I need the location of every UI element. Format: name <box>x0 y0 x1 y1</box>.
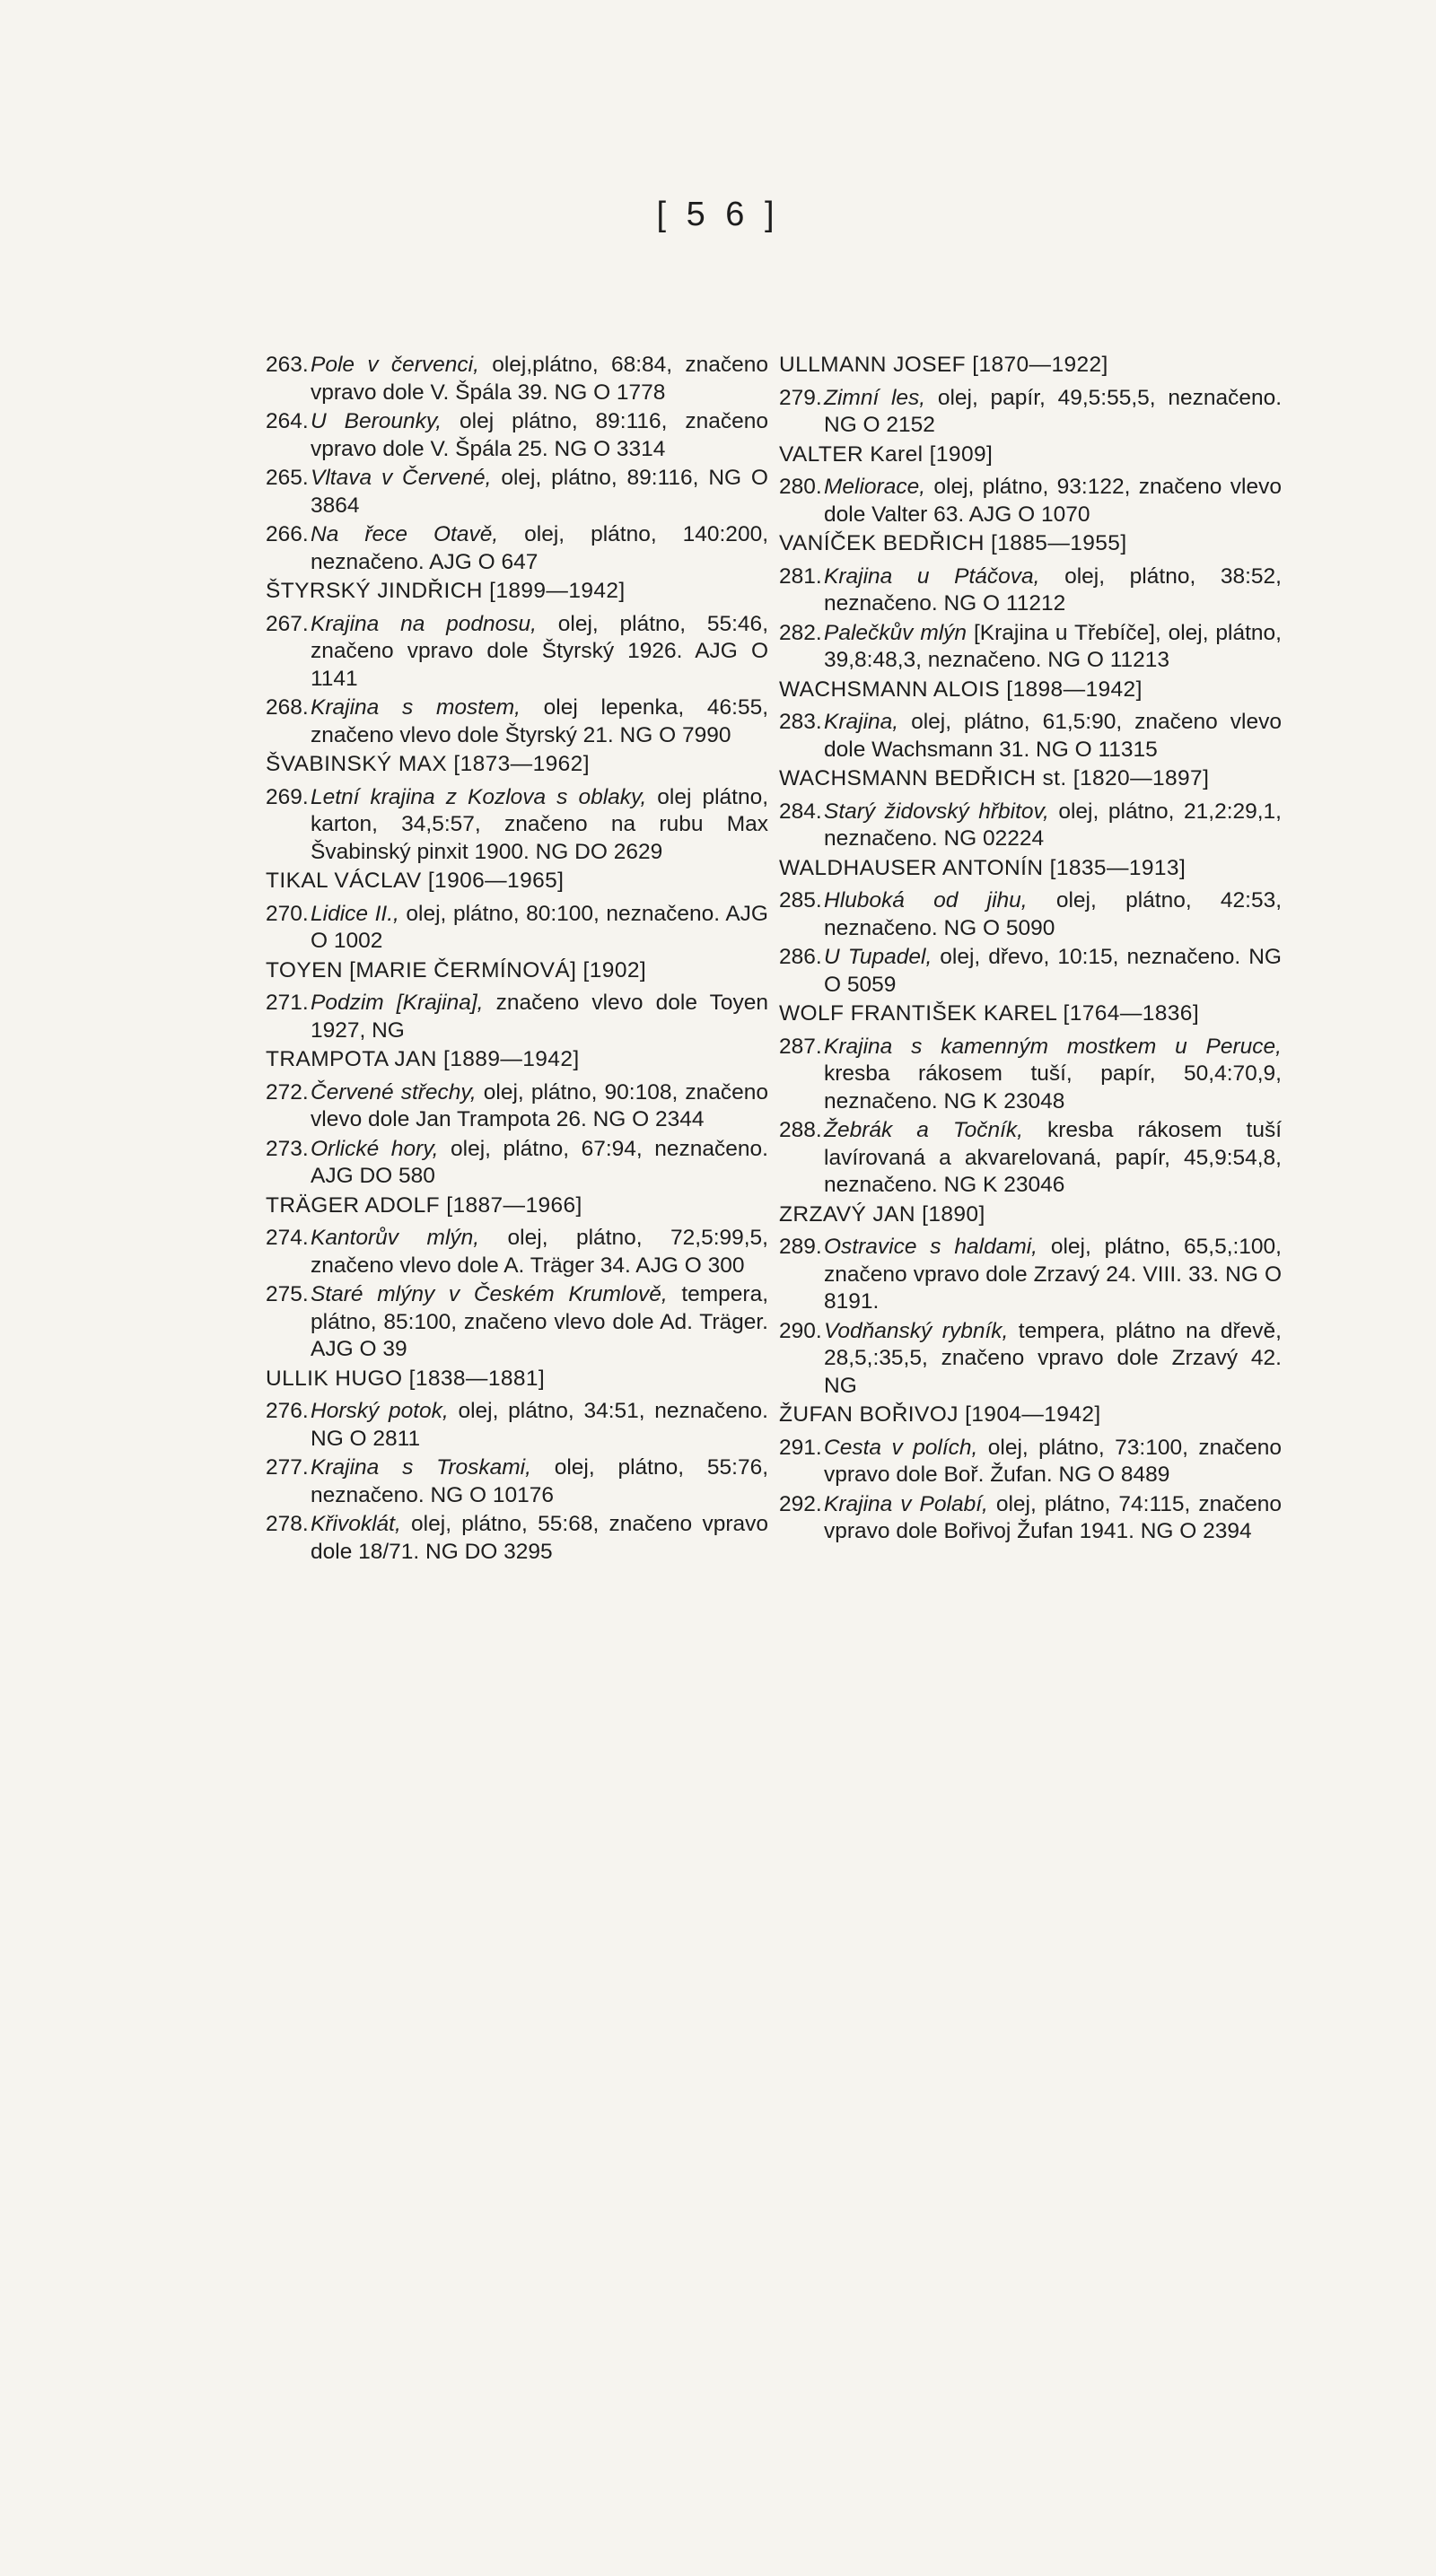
right-column <box>779 352 1282 1548</box>
artist-heading: WACHSMANN ALOIS [1898—1942] <box>779 677 1143 702</box>
artist-heading: WACHSMANN BEDŘICH st. [1820—1897] <box>779 766 1210 790</box>
artwork-title: Pole v červenci, <box>311 353 479 377</box>
entry-number: 265. <box>266 466 309 490</box>
artwork-details: olej,plátno, 68:84, značeno vpravo dole V. Špála 39. NG O 1778 <box>311 353 769 405</box>
entry-body <box>824 1318 1282 1401</box>
entry-body <box>311 521 768 576</box>
artwork-title: Horský potok, <box>311 1399 449 1423</box>
artwork-title: Letní krajina z Kozlova s oblaky, <box>311 784 647 809</box>
entry-number: 278. <box>266 1512 309 1536</box>
artist-group <box>266 1366 768 1567</box>
artwork-details: olej plátno, karton, 34,5:57, značeno na rubu Max Švabinský pinxit 1900. NG DO 2629 <box>311 784 769 864</box>
entry-body <box>311 465 768 520</box>
entry-number: 263. <box>266 353 309 377</box>
entry-number: 266. <box>266 522 309 546</box>
entry-number: 274. <box>266 1226 309 1250</box>
artwork-details: značeno vlevo dole Toyen 1927, NG <box>311 991 769 1043</box>
entry-body <box>824 474 1282 528</box>
entry-number: 292. <box>779 1491 822 1516</box>
catalog-entry <box>266 465 768 520</box>
artwork-details: olej, plátno, 89:116, NG O 3864 <box>311 466 768 518</box>
artwork-title: Žebrák a Točník, <box>824 1118 1023 1142</box>
artwork-title: Vltava v Červené, <box>311 466 492 490</box>
entry-number: 277. <box>266 1455 309 1480</box>
artist-heading: TOYEN [MARIE ČERMÍNOVÁ] [1902] <box>266 957 647 982</box>
entry-number: 267. <box>266 611 309 636</box>
entry-body <box>311 1136 768 1191</box>
artwork-details: olej, plátno, 74:115, značeno vpravo dole Bořivoj Žufan 1941. NG O 2394 <box>824 1491 1282 1543</box>
entry-number: 283. <box>779 710 822 734</box>
artwork-details: olej plátno, 89:116, značeno vpravo dole V. Špála 25. NG O 3314 <box>311 409 768 461</box>
artwork-details: [Krajina u Třebíče], olej, plátno, 39,8:48,3, neznačeno. NG O 11213 <box>824 620 1282 672</box>
artist-heading: ULLIK HUGO [1838—1881] <box>266 1366 546 1391</box>
entry-body <box>311 901 768 956</box>
catalog-entry <box>779 944 1282 999</box>
artist-group <box>266 578 768 749</box>
catalog-entry <box>266 1225 768 1279</box>
entry-body <box>824 887 1282 942</box>
artwork-details: tempera, plátno, 85:100, značeno vlevo dole Ad. Träger. AJG O 39 <box>311 1282 769 1361</box>
artist-heading: ULLMANN JOSEF [1870—1922] <box>779 353 1108 377</box>
entry-body <box>311 1454 768 1509</box>
artist-heading: ŠVABINSKÝ MAX [1873—1962] <box>266 752 590 776</box>
entry-number: 290. <box>779 1318 822 1343</box>
artwork-title: Meliorace, <box>824 475 926 499</box>
artist-heading: WOLF FRANTIŠEK KAREL [1764—1836] <box>779 1001 1200 1026</box>
catalog-entry <box>779 799 1282 853</box>
artist-group <box>266 957 768 1045</box>
entry-body <box>824 563 1282 618</box>
artwork-title: U Berounky, <box>311 409 442 433</box>
artwork-details: olej, plátno, 67:94, neznačeno. AJG DO 580 <box>311 1136 768 1188</box>
entry-number: 286. <box>779 945 822 969</box>
artwork-title: Krajina na podnosu, <box>311 611 537 636</box>
catalog-entry <box>266 901 768 956</box>
artwork-title: Krajina, <box>824 710 899 734</box>
catalog-entry <box>266 611 768 694</box>
artwork-title: Lidice II., <box>311 901 399 926</box>
catalog-entry <box>779 1435 1282 1489</box>
catalog-entry <box>779 620 1282 675</box>
catalog-entry <box>266 1454 768 1509</box>
catalog-entry <box>266 352 768 406</box>
artwork-title: U Tupadel, <box>824 945 933 969</box>
entry-number: 282. <box>779 620 822 645</box>
artwork-details: olej, plátno, 93:122, značeno vlevo dole Valter 63. AJG O 1070 <box>824 475 1282 527</box>
entry-body <box>311 1079 768 1134</box>
artist-group <box>779 855 1282 1000</box>
catalog-entry <box>266 1398 768 1453</box>
artwork-title: Krajina s kamenným mostkem u Peruce, <box>824 1034 1282 1059</box>
artist-group <box>779 765 1282 853</box>
entry-number: 280. <box>779 475 822 499</box>
artwork-details: olej, plátno, 55:76, neznačeno. NG O 10176 <box>311 1455 768 1507</box>
catalog-entry <box>779 1491 1282 1546</box>
entry-number: 281. <box>779 563 822 589</box>
catalog-entry <box>779 1234 1282 1316</box>
artist-heading: VALTER Karel [1909] <box>779 441 994 467</box>
entry-body <box>824 709 1282 764</box>
catalog-entry <box>266 1136 768 1191</box>
page-number: [ 5 6 ] <box>656 196 780 233</box>
entry-number: 273. <box>266 1136 309 1161</box>
entry-body <box>824 1234 1282 1316</box>
catalog-entry <box>779 1318 1282 1401</box>
entry-number: 288. <box>779 1118 822 1142</box>
entry-number: 284. <box>779 799 822 824</box>
artwork-details: tempera, plátno na dřevě, 28,5,:35,5, značeno vpravo dole Zrzavý 42. NG <box>824 1318 1282 1398</box>
artwork-title: Křivoklát, <box>311 1512 401 1536</box>
catalog-entry <box>779 887 1282 942</box>
entry-body <box>311 408 768 463</box>
entry-body <box>311 1398 768 1453</box>
artist-heading: ŠTYRSKÝ JINDŘICH [1899—1942] <box>266 579 626 603</box>
catalog-entry <box>266 521 768 576</box>
artist-heading: TIKAL VÁCLAV [1906—1965] <box>266 869 565 893</box>
entry-body <box>824 1117 1282 1200</box>
artist-heading: WALDHAUSER ANTONÍN [1835—1913] <box>779 855 1186 880</box>
artist-group <box>779 677 1282 764</box>
artwork-details: olej, papír, 49,5:55,5, neznačeno. NG O 2152 <box>824 385 1283 437</box>
entry-body <box>311 1281 768 1364</box>
catalog-entry <box>266 408 768 463</box>
artwork-title: Podzim [Krajina], <box>311 991 484 1015</box>
artwork-title: Vodňanský rybník, <box>824 1318 1009 1343</box>
entry-number: 287. <box>779 1034 822 1059</box>
entry-body <box>311 694 768 749</box>
artwork-title: Staré mlýny v Českém Krumlově, <box>311 1282 668 1306</box>
artwork-title: Orlické hory, <box>311 1136 439 1161</box>
artwork-title: Kantorův mlýn, <box>311 1226 480 1250</box>
entry-body <box>311 1225 768 1279</box>
catalog-entry <box>779 474 1282 528</box>
left-column <box>266 352 768 1567</box>
artwork-title: Krajina s mostem, <box>311 695 521 720</box>
artwork-title: Ostravice s haldami, <box>824 1235 1038 1259</box>
entry-number: 264. <box>266 409 309 433</box>
artwork-details: olej, plátno, 140:200, neznačeno. AJG O 647 <box>311 522 768 574</box>
artwork-title: Starý židovský hřbitov, <box>824 799 1049 824</box>
entry-body <box>824 620 1282 675</box>
artist-heading: TRÄGER ADOLF [1887—1966] <box>266 1192 582 1218</box>
artist-group <box>779 1402 1282 1546</box>
artist-group <box>779 352 1282 440</box>
artwork-details: olej, dřevo, 10:15, neznačeno. NG O 5059 <box>824 945 1282 997</box>
artist-group <box>266 1046 768 1191</box>
artwork-details: olej, plátno, 72,5:99,5, značeno vlevo dole A. Träger 34. AJG O 300 <box>311 1226 768 1278</box>
entry-body <box>824 385 1282 440</box>
artwork-details: olej lepenka, 46:55, značeno vlevo dole Štyrský 21. NG O 7990 <box>311 695 769 747</box>
entry-number: 279. <box>779 385 822 410</box>
artist-heading: TRAMPOTA JAN [1889—1942] <box>266 1047 580 1071</box>
artwork-details: olej, plátno, 90:108, značeno vlevo dole Jan Trampota 26. NG O 2344 <box>311 1079 768 1131</box>
artwork-details: olej, plátno, 42:53, neznačeno. NG O 5090 <box>824 888 1283 940</box>
entry-number: 270. <box>266 901 309 926</box>
entry-body <box>311 611 768 694</box>
entry-body <box>824 1491 1282 1546</box>
catalog-entry <box>266 784 768 867</box>
entry-body <box>311 784 768 867</box>
artwork-details: kresba rákosem tuší lavírovaná a akvarelovaná, papír, 45,9:54,8, neznačeno. NG K 23046 <box>824 1118 1283 1197</box>
artwork-details: olej, plátno, 61,5:90, značeno vlevo dole Wachsmann 31. NG O 11315 <box>824 710 1282 762</box>
entry-number: 291. <box>779 1435 822 1460</box>
artwork-details: olej, plátno, 34:51, neznačeno. NG O 2811 <box>311 1399 768 1451</box>
artwork-title: Hluboká od jihu, <box>824 888 1028 913</box>
entry-body <box>824 1435 1282 1489</box>
entry-number: 272. <box>266 1079 309 1105</box>
artist-group <box>266 352 768 576</box>
artwork-details: olej, plátno, 73:100, značeno vpravo dole Boř. Žufan. NG O 8489 <box>824 1435 1282 1487</box>
artwork-details: olej, plátno, 80:100, neznačeno. AJG O 1002 <box>311 901 768 953</box>
entry-body <box>311 990 768 1044</box>
artwork-title: Krajina v Polabí, <box>824 1491 988 1516</box>
artwork-details: olej, plátno, 38:52, neznačeno. NG O 11212 <box>824 563 1282 616</box>
artist-group <box>779 1201 1282 1401</box>
artwork-title: Cesta v polích, <box>824 1435 978 1460</box>
artist-group <box>266 868 768 956</box>
catalog-entry <box>266 1511 768 1566</box>
catalog-entry <box>779 709 1282 764</box>
artwork-details: kresba rákosem tuší, papír, 50,4:70,9, neznačeno. NG K 23048 <box>824 1061 1282 1113</box>
artwork-details: olej, plátno, 65,5,:100, značeno vpravo dole Zrzavý 24. VIII. 33. NG O 8191. <box>824 1235 1282 1314</box>
artwork-title: Červené střechy, <box>311 1079 477 1105</box>
entry-number: 289. <box>779 1235 822 1259</box>
artist-group <box>779 1000 1282 1200</box>
entry-number: 285. <box>779 888 822 913</box>
entry-body <box>824 799 1282 853</box>
catalog-entry <box>266 1079 768 1134</box>
entry-body <box>824 1034 1282 1116</box>
catalog-entry <box>779 1034 1282 1116</box>
artwork-details: olej, plátno, 55:68, značeno vpravo dole 18/71. NG DO 3295 <box>311 1512 768 1564</box>
entry-body <box>311 352 768 406</box>
catalog-entry <box>779 385 1282 440</box>
entry-body <box>824 944 1282 999</box>
entry-number: 269. <box>266 784 309 809</box>
artist-group <box>779 530 1282 675</box>
artwork-title: Krajina u Ptáčova, <box>824 563 1040 589</box>
artist-group <box>779 441 1282 529</box>
artist-heading: VANÍČEK BEDŘICH [1885—1955] <box>779 531 1127 555</box>
entry-body <box>311 1511 768 1566</box>
entry-number: 268. <box>266 695 309 720</box>
artist-heading: ŽUFAN BOŘIVOJ [1904—1942] <box>779 1402 1101 1427</box>
catalog-entry <box>779 563 1282 618</box>
artwork-details: olej, plátno, 21,2:29,1, neznačeno. NG 02224 <box>824 799 1282 851</box>
artist-group <box>266 1192 768 1364</box>
artist-group <box>266 751 768 866</box>
artwork-details: olej, plátno, 55:46, značeno vpravo dole Štyrský 1926. AJG O 1141 <box>311 611 768 691</box>
catalog-entry <box>266 1281 768 1364</box>
catalog-entry <box>779 1117 1282 1200</box>
entry-number: 276. <box>266 1399 309 1423</box>
artwork-title: Zimní les, <box>824 385 926 410</box>
artwork-title: Na řece Otavě, <box>311 522 499 546</box>
entry-number: 275. <box>266 1282 309 1306</box>
artist-heading: ZRZAVÝ JAN [1890] <box>779 1201 985 1227</box>
artwork-title: Palečkův mlýn <box>824 620 968 645</box>
catalog-entry <box>266 990 768 1044</box>
artwork-title: Krajina s Troskami, <box>311 1455 531 1480</box>
catalog-entry <box>266 694 768 749</box>
entry-number: 271. <box>266 991 309 1015</box>
